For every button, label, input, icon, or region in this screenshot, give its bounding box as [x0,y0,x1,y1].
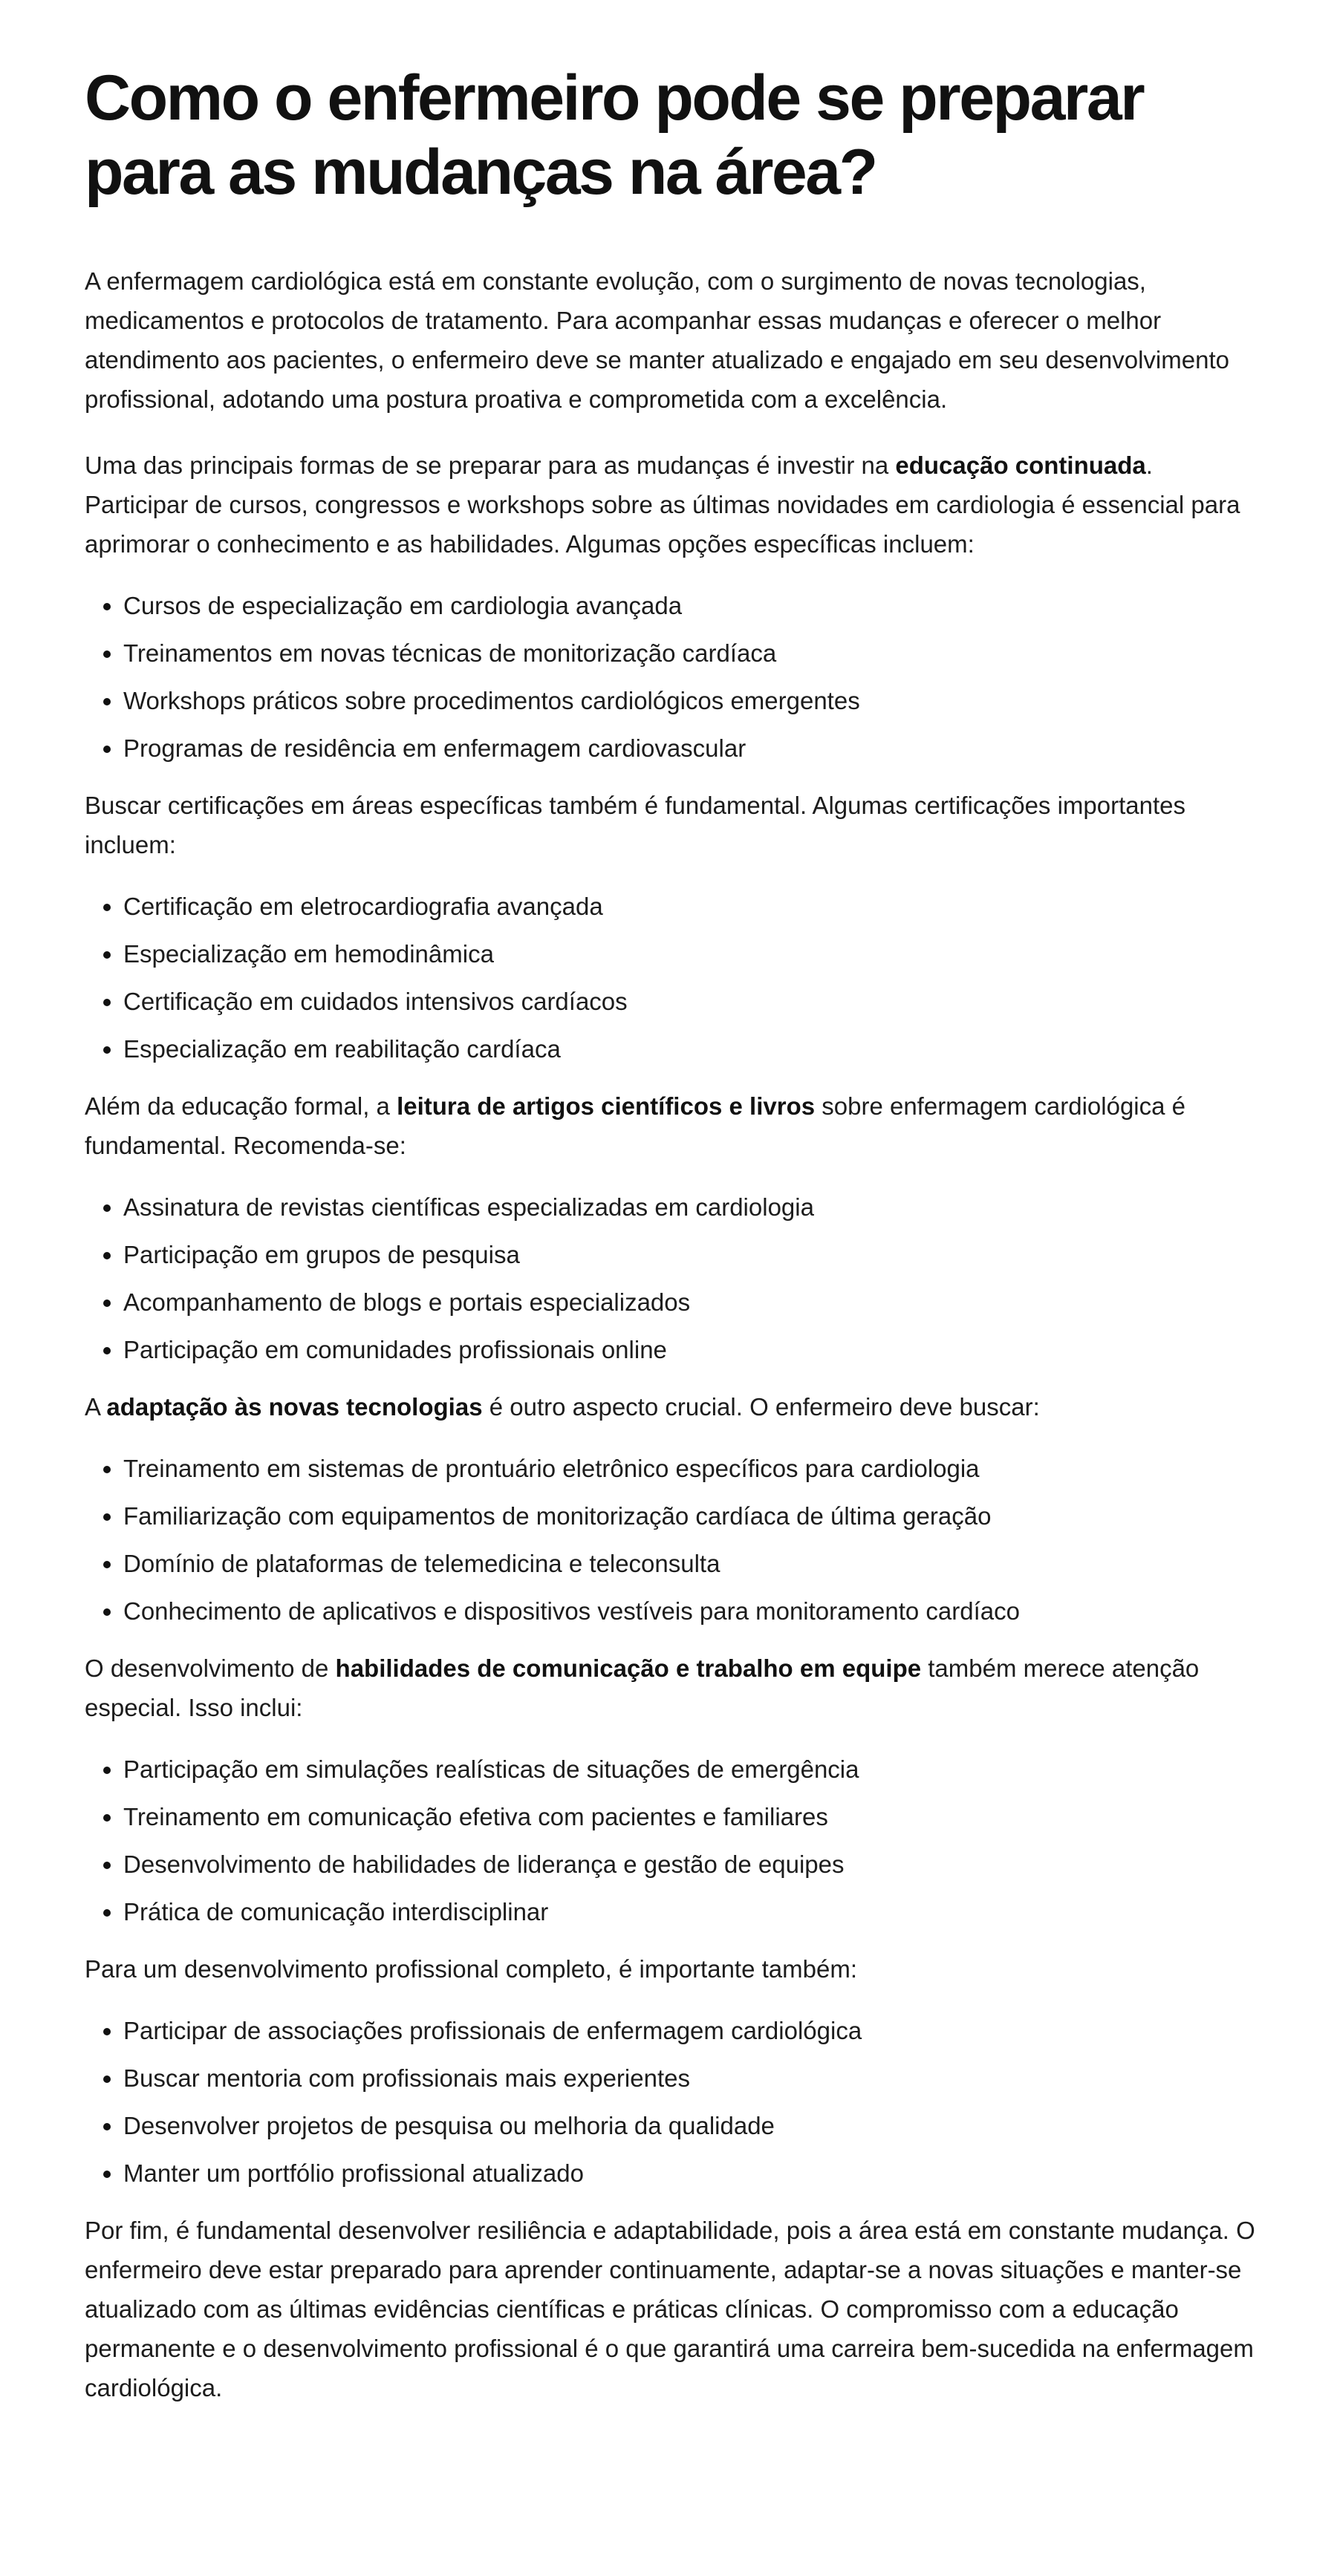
education-list [85,590,1258,765]
article [85,61,1258,2407]
reading-bold: leitura de artigos científicos e livros [397,1092,816,1120]
list-item: • Acompanhamento de blogs e portais especializados [123,1286,1258,1319]
list-item: • Manter um portfólio profissional atualizado [123,2157,1258,2190]
list-item: • Workshops práticos sobre procedimentos cardiológicos emergentes [123,685,1258,717]
certifications-paragraph: Buscar certificações em áreas específicas também é fundamental. Algumas certificações importantes incluem: [85,792,1186,858]
technology-list [85,1452,1258,1628]
list-item: • Domínio de plataformas de telemedicina e teleconsulta [123,1548,1258,1580]
list-item: • Conhecimento de aplicativos e dispositivos vestíveis para monitoramento cardíaco [123,1595,1258,1628]
communication-bold: habilidades de comunicação e trabalho em equipe [335,1654,922,1682]
list-item: • Treinamento em comunicação efetiva com pacientes e familiares [123,1801,1258,1833]
communication-list [85,1753,1258,1928]
list-item: • Desenvolver projetos de pesquisa ou melhoria da qualidade [123,2110,1258,2142]
communication-paragraph [85,1649,1258,1727]
list-item: • Participar de associações profissionais de enfermagem cardiológica [123,2015,1258,2047]
technology-bold: adaptação às novas tecnologias [106,1393,483,1421]
list-item: • Assinatura de revistas científicas especializadas em cardiologia [123,1191,1258,1224]
list-item: • Especialização em hemodinâmica [123,938,1258,971]
reading-list [85,1191,1258,1366]
intro-paragraph: A enfermagem cardiológica está em constante evolução, com o surgimento de novas tecnologias, medicamentos e protocolos de tratamento. Para acompanhar essas mudanças e oferecer o melhor atendimento aos pacientes, o enfermeiro deve se manter atualizado e engajado em seu desenvolvimento profissional, adotando uma postura proativa e comprometida com a excelência. [85,267,1229,413]
list-item: • Treinamentos em novas técnicas de monitorização cardíaca [123,637,1258,670]
professional-paragraph: Para um desenvolvimento profissional completo, é importante também: [85,1955,857,1983]
reading-text-after: sobre enfermagem cardiológica é fundamental. Recomenda-se: [85,1092,1186,1159]
list-item: • Programas de residência em enfermagem cardiovascular [123,732,1258,765]
list-item: • Certificação em cuidados intensivos cardíacos [123,985,1258,1018]
education-text-before: Uma das principais formas de se preparar para as mudanças é investir na [85,451,896,479]
education-text-after: . Participar de cursos, congressos e workshops sobre as últimas novidades em cardiologia é essencial para aprimorar o conhecimento e as habilidades. Algumas opções específicas incluem: [85,451,1240,558]
communication-text-before: O desenvolvimento de [85,1654,336,1682]
list-item: • Certificação em eletrocardiografia avançada [123,890,1258,923]
list-item: • Especialização em reabilitação cardíaca [123,1033,1258,1066]
list-item: • Familiarização com equipamentos de monitorização cardíaca de última geração [123,1500,1258,1533]
education-bold: educação continuada [895,451,1146,479]
professional-list [85,2015,1258,2190]
list-item: • Prática de comunicação interdisciplinar [123,1896,1258,1928]
list-item: • Participação em comunidades profissionais online [123,1334,1258,1366]
reading-paragraph [85,1086,1258,1165]
list-item: • Treinamento em sistemas de prontuário eletrônico específicos para cardiologia [123,1452,1258,1485]
page-title: Como o enfermeiro pode se preparar para as mudanças na área? [85,62,1144,208]
education-paragraph [85,446,1258,564]
list-item: • Participação em grupos de pesquisa [123,1239,1258,1271]
technology-paragraph [85,1387,1258,1426]
conclusion-paragraph: Por fim, é fundamental desenvolver resiliência e adaptabilidade, pois a área está em constante mudança. O enfermeiro deve estar preparado para aprender continuamente, adaptar-se a novas situações e manter-se atualizado com as últimas evidências científicas e práticas clínicas. O compromisso com a educação permanente e o desenvolvimento profissional é o que garantirá uma carreira bem-sucedida na enfermagem cardiológica. [85,2217,1255,2401]
communication-text-after: também merece atenção especial. Isso inclui: [85,1654,1200,1721]
technology-text-before: A [85,1393,107,1421]
list-item: • Cursos de especialização em cardiologia avançada [123,590,1258,622]
list-item: • Buscar mentoria com profissionais mais experientes [123,2062,1258,2095]
list-item: • Desenvolvimento de habilidades de liderança e gestão de equipes [123,1848,1258,1881]
certifications-list [85,890,1258,1066]
technology-text-after: é outro aspecto crucial. O enfermeiro deve buscar: [482,1393,1040,1421]
reading-text-before: Além da educação formal, a [85,1092,397,1120]
list-item: • Participação em simulações realísticas de situações de emergência [123,1753,1258,1786]
